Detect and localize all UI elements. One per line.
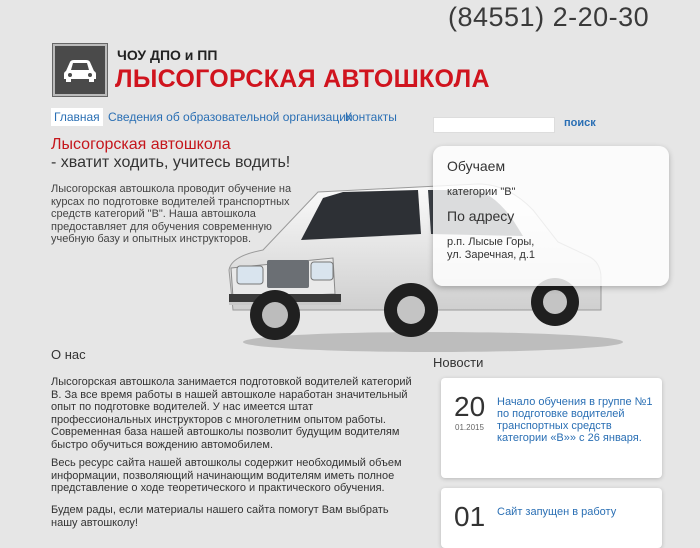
- address-line-2: ул. Заречная, д.1: [447, 249, 536, 261]
- about-paragraph-2: Весь ресурс сайта нашей автошколы содержит необходимый объем информации, позволяющий начинающим водителям иметь полное представление о ходе теоретического и практического обучения.: [51, 457, 402, 494]
- search-button[interactable]: поиск: [564, 117, 596, 129]
- address-heading: По адресу: [447, 208, 515, 224]
- info-card: [433, 146, 669, 286]
- news-day: 20: [454, 391, 486, 422]
- about-paragraph-3: Будем рады, если материалы нашего сайта помогут Вам выбрать нашу автошколу!: [51, 504, 389, 529]
- school-name[interactable]: ЛЫСОГОРСКАЯ АВТОШКОЛА: [115, 65, 490, 93]
- address-line-1: р.п. Лысые Горы,: [447, 236, 535, 248]
- news-link[interactable]: Сайт запущен в работу: [497, 506, 617, 518]
- hero-title: Лысогорская автошкола: [51, 136, 231, 153]
- nav-item-home[interactable]: Главная: [51, 108, 103, 126]
- hero-text: Лысогорская автошкола проводит обучение на курсах по подготовке водителей транспортных средств категорий "В". Наша автошкола предоставляет для обучения современную учебную базу и опытных инструкторов.: [51, 183, 292, 245]
- news-month: 01.2015: [455, 423, 484, 432]
- car-icon: [62, 57, 98, 83]
- logo[interactable]: [53, 44, 107, 96]
- news-title: Новости: [433, 355, 484, 370]
- news-item[interactable]: [441, 488, 662, 548]
- news-item[interactable]: [441, 378, 662, 478]
- about-paragraph-1: Лысогорская автошкола занимается подготовкой водителей категорий В. За все время работы в нашей автошколе наработан значительный опыт по подготовке водителей. У нас имеется штат профессиональных инструкторов с многолетним опытом работы. Современная база нашей автошколы позволит будущим водителям быстро обучиться вождению автомобилем.: [51, 376, 412, 451]
- news-link[interactable]: Начало обучения в группе №1 по подготовке водителей транспортных средств категории «В»» с 26 января.: [497, 396, 653, 444]
- hero-subtitle: - хватит ходить, учитесь водить!: [51, 154, 291, 171]
- org-type: ЧОУ ДПО и ПП: [117, 47, 218, 63]
- teach-heading: Обучаем: [447, 158, 506, 174]
- nav-item-contacts[interactable]: Контакты: [345, 110, 397, 124]
- teach-text: категории "В": [447, 186, 516, 198]
- header-phone: (84551) 2-20-30: [448, 2, 650, 32]
- news-day: 01: [454, 501, 486, 532]
- search-input[interactable]: [433, 117, 555, 133]
- nav-item-organization-info[interactable]: Сведения об образовательной организации: [108, 110, 353, 124]
- about-title: О нас: [51, 347, 86, 362]
